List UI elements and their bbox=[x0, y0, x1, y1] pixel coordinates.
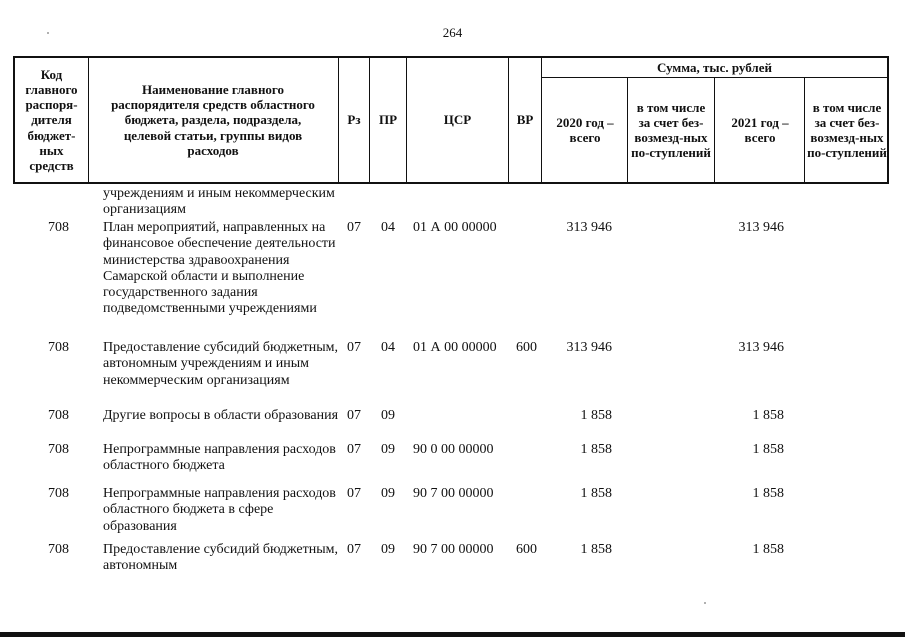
header-2021-free: в том числе за счет без-возмезд-ных по-ступлений bbox=[807, 99, 887, 161]
row-vr: 600 bbox=[516, 340, 537, 355]
header-divider bbox=[804, 78, 805, 184]
row-name: Непрограммные направления расходов областного бюджета в сфере образования bbox=[103, 486, 336, 534]
row-csr: 90 0 00 00000 bbox=[413, 442, 494, 457]
page-bottom-rule bbox=[0, 632, 905, 637]
row-sum-2021: 1 858 bbox=[752, 486, 784, 501]
header-divider bbox=[714, 78, 715, 184]
row-sum-2021: 313 946 bbox=[738, 340, 784, 355]
row-code: 708 bbox=[48, 442, 69, 457]
row-rz: 07 bbox=[347, 340, 361, 355]
row-code: 708 bbox=[48, 340, 69, 355]
row-rz: 07 bbox=[347, 220, 361, 235]
row-code: 708 bbox=[48, 542, 69, 557]
row-name: План мероприятий, направленных на финансовое обеспечение деятельности министерства здравоохранения Самарской области и выполнение государственного задания подведомственными учреждениями bbox=[103, 220, 336, 317]
row-sum-2021: 313 946 bbox=[738, 220, 784, 235]
row-sum-2020: 1 858 bbox=[580, 486, 612, 501]
header-csr: ЦСР bbox=[443, 112, 472, 128]
header-divider bbox=[88, 56, 89, 184]
row-sum-2020: 1 858 bbox=[580, 408, 612, 423]
row-sum-2020: 1 858 bbox=[580, 442, 612, 457]
header-2020-free: в том числе за счет без-возмезд-ных по-ступлений bbox=[631, 99, 711, 161]
row-sum-2021: 1 858 bbox=[752, 542, 784, 557]
header-code: Код главного распоря-дителя бюджет-ных средств bbox=[25, 66, 78, 173]
row-csr: 01 А 00 00000 bbox=[413, 340, 497, 355]
row-pr: 09 bbox=[381, 408, 395, 423]
page-number: 264 bbox=[442, 25, 463, 40]
row-name: учреждениям и иным некоммерческим организациям bbox=[103, 186, 335, 218]
header-2020-total: 2020 год – всего bbox=[556, 114, 614, 145]
header-border-bottom bbox=[13, 182, 889, 184]
row-name: Непрограммные направления расходов областного бюджета bbox=[103, 442, 336, 474]
scan-speck bbox=[704, 602, 706, 604]
row-code: 708 bbox=[48, 486, 69, 501]
row-name: Предоставление субсидий бюджетным, автономным учреждениям и иным некоммерческим организациям bbox=[103, 340, 339, 388]
header-vr: ВР bbox=[516, 112, 534, 128]
row-pr: 09 bbox=[381, 542, 395, 557]
header-pr: ПР bbox=[378, 112, 398, 128]
row-sum-2020: 313 946 bbox=[566, 220, 612, 235]
header-border-left bbox=[13, 56, 15, 184]
row-sum-2021: 1 858 bbox=[752, 442, 784, 457]
header-rz: Рз bbox=[347, 112, 361, 128]
row-rz: 07 bbox=[347, 442, 361, 457]
row-csr: 90 7 00 00000 bbox=[413, 542, 494, 557]
row-pr: 04 bbox=[381, 220, 395, 235]
row-rz: 07 bbox=[347, 542, 361, 557]
row-rz: 07 bbox=[347, 486, 361, 501]
table-header bbox=[13, 56, 889, 184]
header-sum-group: Сумма, тыс. рублей bbox=[657, 59, 772, 75]
row-sum-2020: 313 946 bbox=[566, 340, 612, 355]
header-2021-total: 2021 год – всего bbox=[731, 114, 789, 145]
row-vr: 600 bbox=[516, 542, 537, 557]
row-name: Предоставление субсидий бюджетным, автономным bbox=[103, 542, 339, 574]
header-border-right bbox=[887, 56, 889, 184]
header-divider bbox=[627, 78, 628, 184]
row-name: Другие вопросы в области образования bbox=[103, 408, 339, 423]
row-sum-2021: 1 858 bbox=[752, 408, 784, 423]
header-name: Наименование главного распорядителя средств областного бюджета, раздела, подраздела, целевой статьи, группы видов расходов bbox=[111, 81, 315, 158]
row-sum-2020: 1 858 bbox=[580, 542, 612, 557]
row-pr: 04 bbox=[381, 340, 395, 355]
row-csr: 90 7 00 00000 bbox=[413, 486, 494, 501]
scan-speck bbox=[47, 32, 49, 34]
row-code: 708 bbox=[48, 220, 69, 235]
row-code: 708 bbox=[48, 408, 69, 423]
row-pr: 09 bbox=[381, 486, 395, 501]
row-rz: 07 bbox=[347, 408, 361, 423]
row-pr: 09 bbox=[381, 442, 395, 457]
row-csr: 01 А 00 00000 bbox=[413, 220, 497, 235]
